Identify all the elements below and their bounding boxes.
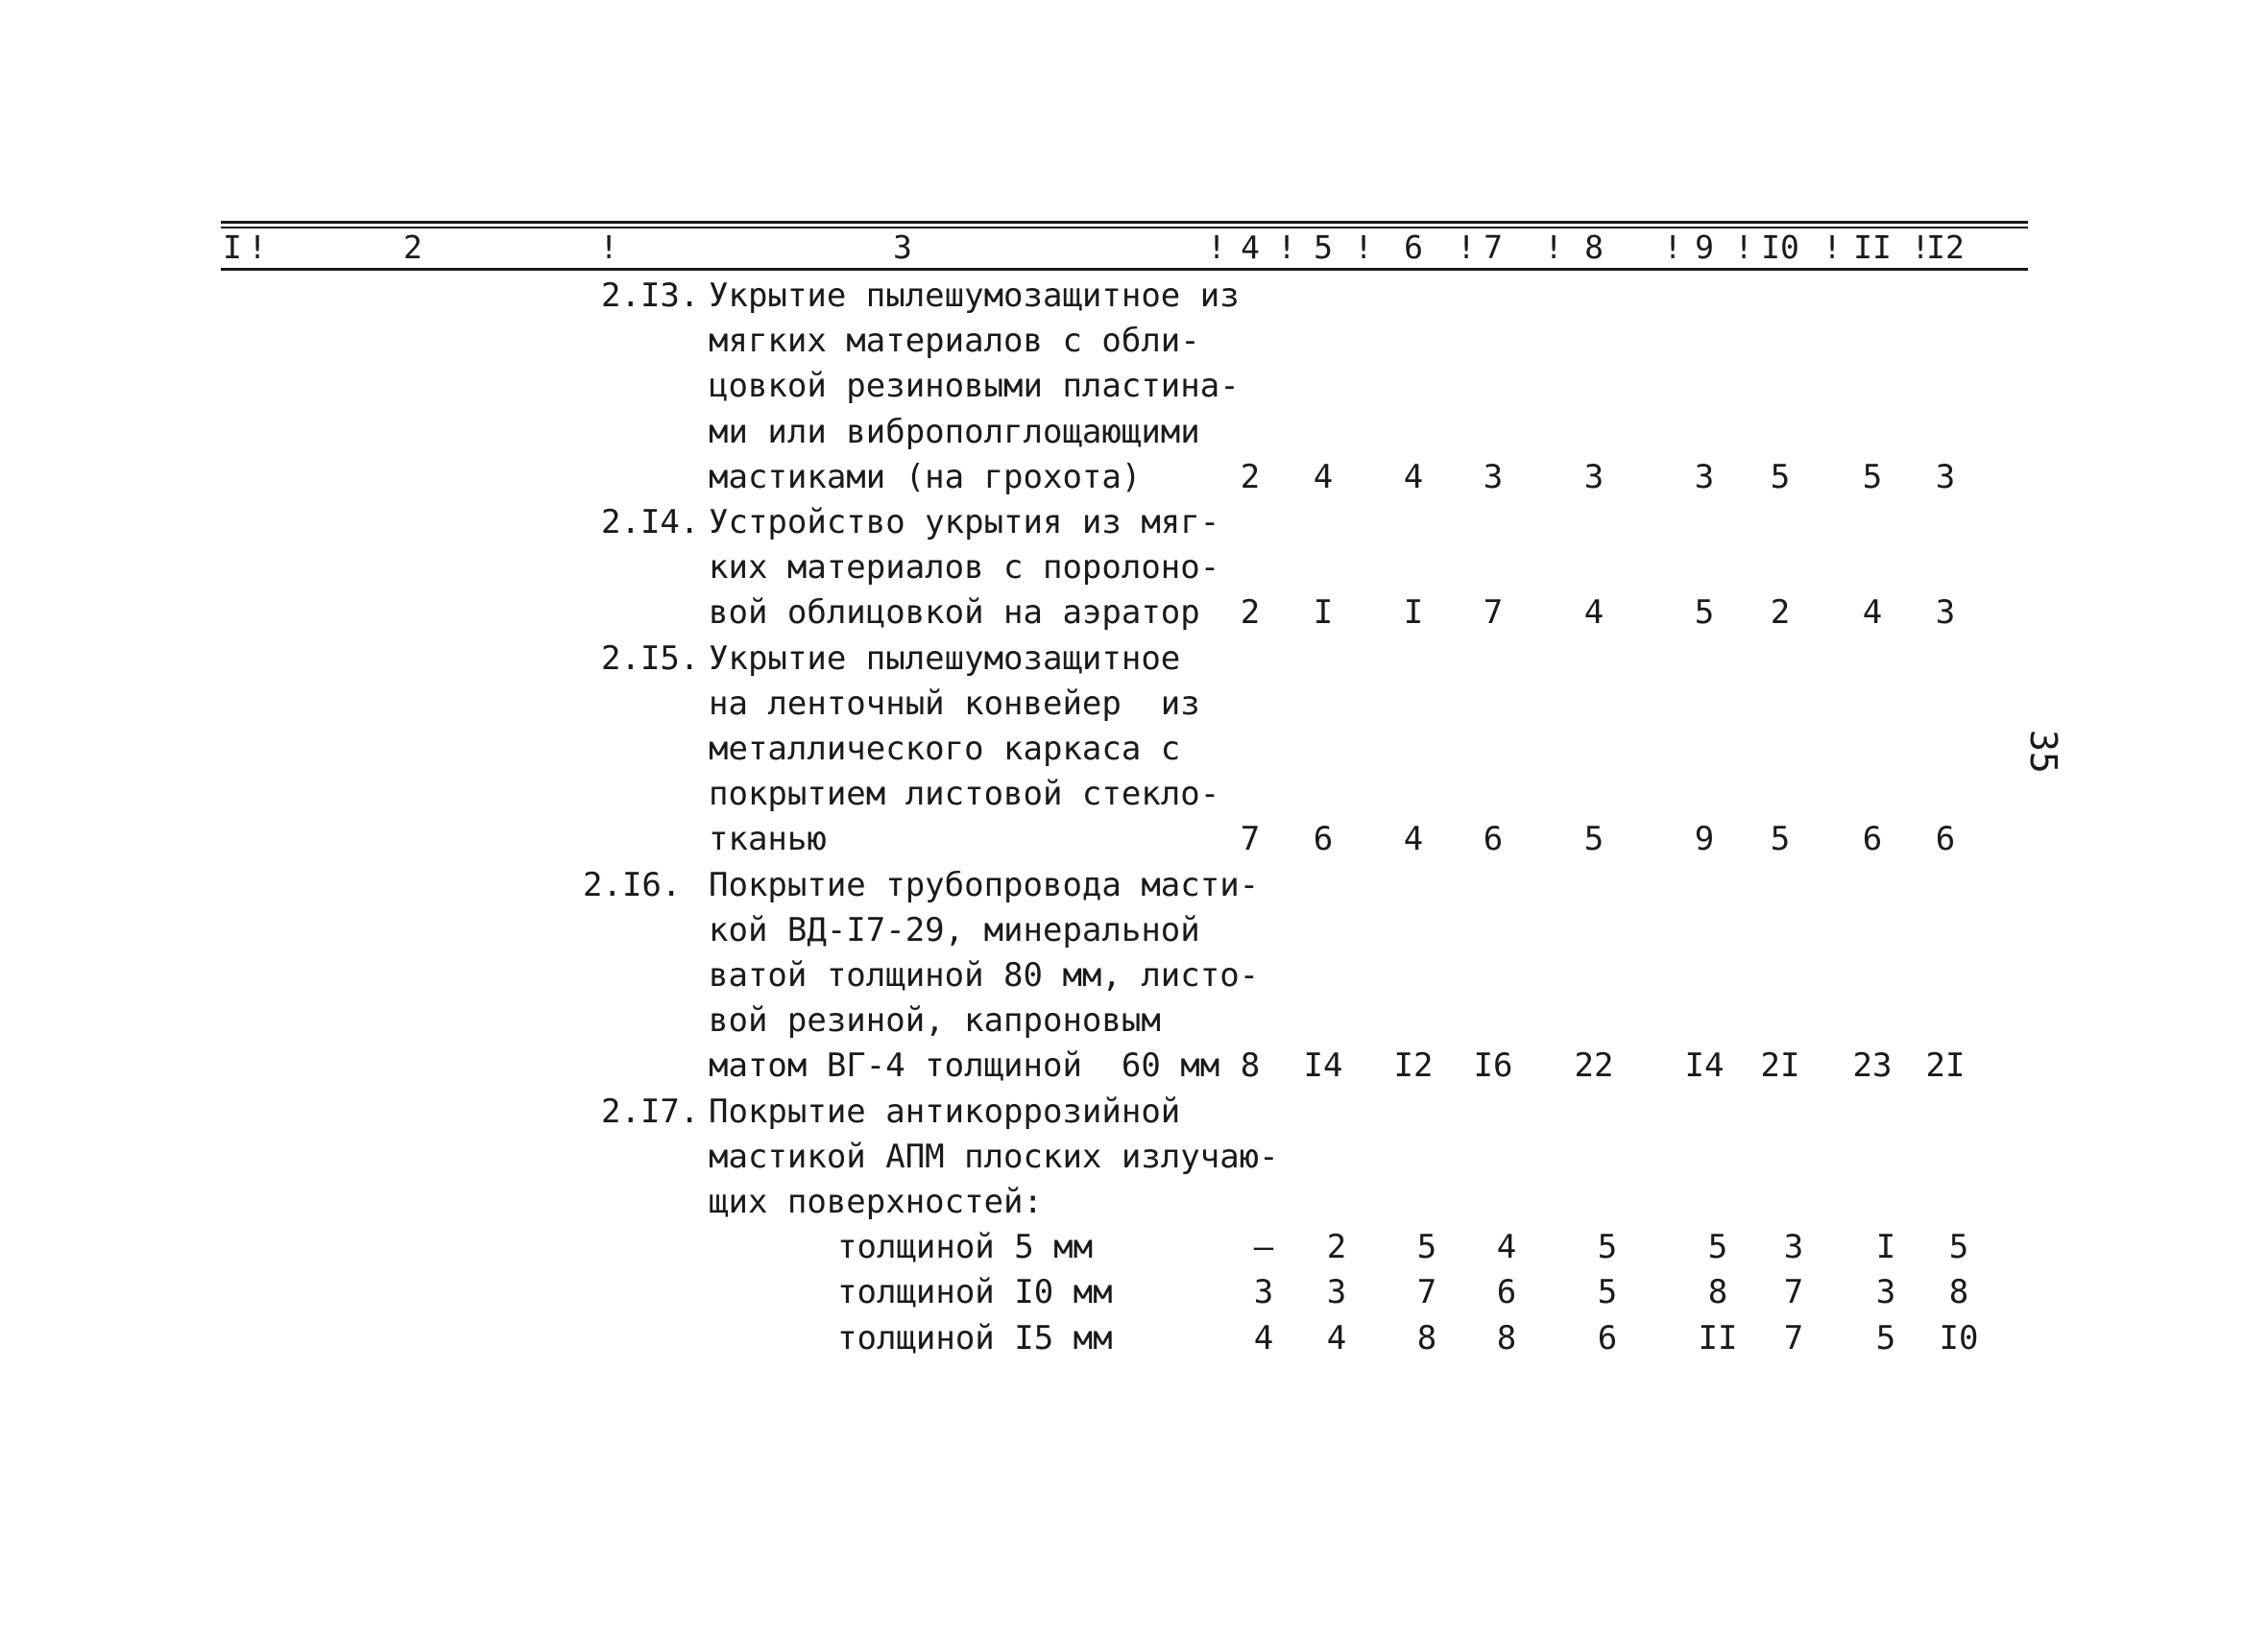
row-value: 5	[1583, 820, 1604, 859]
header-separator: !	[1911, 228, 1930, 266]
subrow-value: 8	[1416, 1318, 1437, 1358]
subrow-value: 3	[1783, 1228, 1804, 1267]
row-description-line: вой резиной, капроновым	[709, 1001, 1161, 1041]
row-value: I4	[1303, 1046, 1343, 1086]
row-description-line: Покрытие трубопровода масти-	[709, 865, 1260, 904]
subrow-label: толщиной I5 мм	[837, 1318, 1113, 1358]
row-value: 2	[1240, 593, 1261, 633]
header-bottom-rule	[221, 268, 2028, 271]
row-value: 22	[1574, 1046, 1614, 1086]
subrow-value: 6	[1597, 1318, 1618, 1358]
subrow-value: 5	[1597, 1228, 1618, 1267]
row-code: 2.I3.	[601, 276, 700, 315]
row-value: 4	[1862, 593, 1883, 633]
row-description-line: металлического каркаса с	[709, 730, 1181, 768]
row-code: 2.I5.	[601, 638, 700, 678]
header-separator: !	[1822, 228, 1842, 266]
header-col-5: 5	[1314, 228, 1333, 266]
subrow-value: 8	[1496, 1318, 1517, 1358]
row-code: 2.I7.	[601, 1092, 700, 1131]
subrow-value: 5	[1707, 1228, 1728, 1267]
row-value: 2I	[1760, 1046, 1800, 1086]
header-separator: !	[1354, 228, 1373, 266]
header-col-7: 7	[1484, 228, 1503, 266]
header-separator: !	[599, 228, 618, 266]
subrow-value: 7	[1416, 1273, 1437, 1312]
page-number: 35	[2022, 730, 2064, 774]
row-value: 5	[1862, 457, 1883, 496]
subrow-value: 5	[1875, 1318, 1896, 1358]
row-code: 2.I4.	[601, 503, 700, 541]
row-value: 6	[1483, 820, 1504, 859]
subrow-value: –	[1253, 1228, 1274, 1267]
row-description-line: матом ВГ-4 толщиной 60 мм	[709, 1046, 1220, 1086]
row-value: 2	[1240, 457, 1261, 496]
subrow-value: 4	[1253, 1318, 1274, 1358]
header-separator: !	[1207, 228, 1226, 266]
header-col-1: I	[223, 228, 242, 266]
header-separator: !	[1544, 228, 1563, 266]
header-col-3: 3	[893, 228, 912, 266]
row-value: 6	[1935, 820, 1956, 859]
subrow-value: 4	[1496, 1228, 1517, 1267]
row-description-line: ких материалов с поролоно-	[709, 548, 1220, 588]
subrow-value: I	[1875, 1228, 1896, 1267]
row-value: 8	[1240, 1046, 1261, 1086]
row-value: 2I	[1925, 1046, 1966, 1086]
row-description-line: цовкой резиновыми пластина-	[709, 367, 1240, 406]
header-col-10: I0	[1761, 228, 1799, 266]
row-description-line: Укрытие пылешумозащитное	[709, 638, 1181, 678]
header-col-4: 4	[1241, 228, 1260, 266]
row-description-line: Укрытие пылешумозащитное из	[709, 276, 1240, 315]
subrow-value: 5	[1416, 1228, 1437, 1267]
row-value: 4	[1313, 457, 1334, 496]
subrow-label: толщиной I0 мм	[837, 1273, 1113, 1312]
row-description-line: на ленточный конвейер из	[709, 684, 1200, 723]
row-description-line: Устройство укрытия из мяг-	[709, 503, 1220, 541]
subrow-label: толщиной 5 мм	[837, 1228, 1094, 1267]
header-separator: !	[1457, 228, 1476, 266]
row-description-line: вой облицовкой на аэратор	[709, 593, 1200, 633]
subrow-value: 3	[1253, 1273, 1274, 1312]
header-separator: !	[1277, 228, 1296, 266]
subrow-value: 3	[1875, 1273, 1896, 1312]
row-value: 3	[1483, 457, 1504, 496]
row-description-line: кой ВД-I7-29, минеральной	[709, 910, 1200, 949]
header-separator: !	[1663, 228, 1682, 266]
row-value: I	[1403, 593, 1424, 633]
header-col-11: II	[1853, 228, 1892, 266]
row-value: 3	[1694, 457, 1715, 496]
header-col-6: 6	[1404, 228, 1423, 266]
subrow-value: II	[1698, 1318, 1738, 1358]
row-description-line: ватой толщиной 80 мм, листо-	[709, 956, 1260, 995]
subrow-value: 8	[1707, 1273, 1728, 1312]
subrow-value: 3	[1326, 1273, 1347, 1312]
row-value: 3	[1935, 457, 1956, 496]
subrow-value: 7	[1783, 1273, 1804, 1312]
row-value: 7	[1483, 593, 1504, 633]
subrow-value: 4	[1326, 1318, 1347, 1358]
row-value: 23	[1852, 1046, 1893, 1086]
row-value: 9	[1694, 820, 1715, 859]
subrow-value: 2	[1326, 1228, 1347, 1267]
row-value: I4	[1684, 1046, 1725, 1086]
row-value: 2	[1770, 593, 1791, 633]
row-description-line: ми или виброполглощающими	[709, 412, 1200, 451]
row-value: 5	[1694, 593, 1715, 633]
row-value: I2	[1393, 1046, 1434, 1086]
row-description-line: тканью	[709, 820, 827, 859]
header-separator: !	[1734, 228, 1753, 266]
subrow-value: 5	[1948, 1228, 1969, 1267]
subrow-value: 5	[1597, 1273, 1618, 1312]
row-value: I	[1313, 593, 1334, 633]
top-double-rule-1	[221, 221, 2028, 224]
header-col-8: 8	[1584, 228, 1604, 266]
row-description-line: мягких материалов с обли-	[709, 322, 1200, 361]
row-description-line: щих поверхностей:	[709, 1183, 1043, 1221]
row-description-line: мастикой АПМ плоских излучаю-	[709, 1137, 1279, 1176]
header-col-9: 9	[1695, 228, 1714, 266]
row-value: 5	[1770, 457, 1791, 496]
row-code: 2.I6.	[583, 865, 682, 904]
subrow-value: 7	[1783, 1318, 1804, 1358]
row-description-line: покрытием листовой стекло-	[709, 775, 1220, 814]
subrow-value: 8	[1948, 1273, 1969, 1312]
row-value: 4	[1403, 820, 1424, 859]
row-value: 5	[1770, 820, 1791, 859]
header-col-12: I2	[1926, 228, 1965, 266]
row-value: 6	[1862, 820, 1883, 859]
subrow-value: I0	[1939, 1318, 1979, 1358]
row-value: 6	[1313, 820, 1334, 859]
row-value: 3	[1935, 593, 1956, 633]
row-description-line: мастиками (на грохота)	[709, 457, 1142, 496]
header-separator: !	[248, 228, 267, 266]
header-col-2: 2	[403, 228, 422, 266]
row-value: 7	[1240, 820, 1261, 859]
subrow-value: 6	[1496, 1273, 1517, 1312]
row-value: I6	[1473, 1046, 1513, 1086]
row-description-line: Покрытие антикоррозийной	[709, 1092, 1181, 1131]
row-value: 3	[1583, 457, 1604, 496]
row-value: 4	[1583, 593, 1604, 633]
row-value: 4	[1403, 457, 1424, 496]
